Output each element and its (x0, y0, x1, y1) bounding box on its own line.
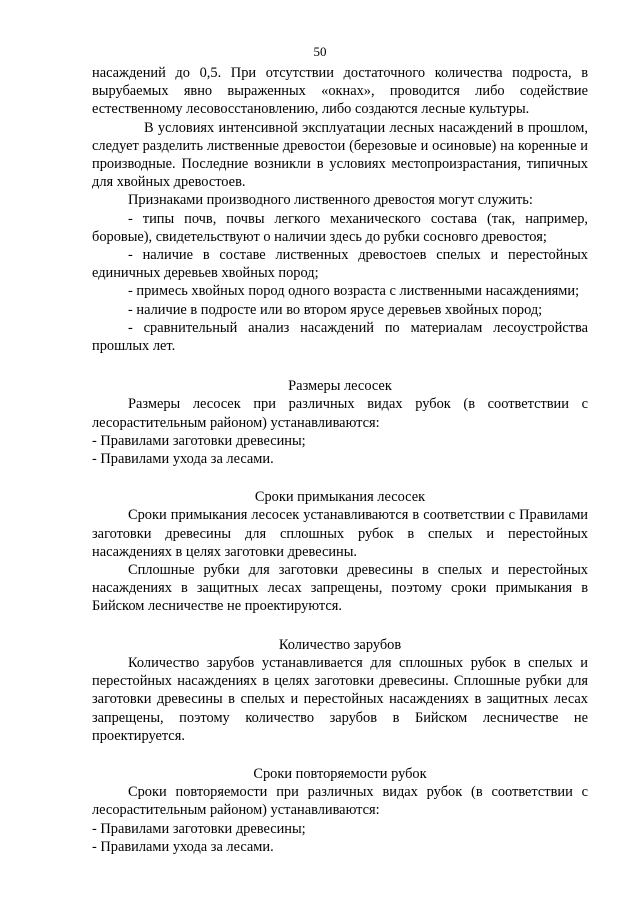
section-paragraph: Сроки повторяемости при различных видах рубок (в соответствии с лесорастительным районом) устанавливаются: (92, 784, 588, 819)
list-item: - наличие в подросте или во втором ярусе деревьев хвойных пород; (128, 301, 543, 318)
page-number: 50 (313, 44, 327, 59)
section-paragraph: Сроки примыкания лесосек устанавливаются в соответствии с Правилами заготовки древесины для сплошных рубок в спелых и перестойных насаждениях в целях заготовки древесины. (92, 507, 588, 560)
list-item: - наличие в составе лиственных древостоев спелых и перестойных единичных деревьев хвойных пород; (92, 247, 588, 282)
list-item: - Правилами заготовки древесины; (92, 432, 306, 449)
intro-paragraph-1: насаждений до 0,5. При отсутствии достаточного количества подроста, в вырубаемых явно выраженных «окнах», проводится либо содействие естественному лесовосстановлению, либо создаются лесные культуры. (92, 65, 588, 118)
section-heading-lesoseki-size: Размеры лесосек (288, 378, 392, 395)
section-paragraph: Сплошные рубки для заготовки древесины в спелых и перестойных насаждениях в защитных лесах запрещены, поэтому сроки примыкания в Бийском лесничестве не проектируются. (92, 562, 588, 615)
intro-paragraph-2: В условиях интенсивной эксплуатации лесных насаждений в прошлом, следует разделить лиственные древостои (березовые и осиновые) на коренные и производные. Последние возникли в условиях местопроизрастания, типичных для хвойных древостоев. (92, 119, 588, 191)
document-body (92, 64, 588, 856)
list-item: - типы почв, почвы легкого механического состава (так, например, боровые), свидетельствуют о наличии здесь до рубки сосновго древостоя; (92, 210, 588, 245)
list-item: - Правилами ухода за лесами. (92, 838, 274, 855)
section-paragraph: Размеры лесосек при различных видах рубок (в соответствии с лесорастительным районом) устанавливаются: (92, 396, 588, 431)
list-item: - сравнительный анализ насаждений по материалам лесоустройства прошлых лет. (92, 319, 588, 355)
section-heading-adjacency-terms: Сроки примыкания лесосек (254, 489, 426, 506)
list-item: - примесь хвойных пород одного возраста с лиственными насаждениями; (128, 283, 580, 300)
list-item: - Правилами ухода за лесами. (92, 451, 274, 468)
intro-paragraph-3: Признаками производного лиственного древостоя могут служить: (128, 192, 533, 209)
list-item: - Правилами заготовки древесины; (92, 820, 306, 837)
section-heading-repeat-terms: Сроки повторяемости рубок (253, 765, 427, 782)
section-paragraph: Количество зарубов устанавливается для сплошных рубок в спелых и перестойных насаждениях в целях заготовки древесины. Сплошные рубки для заготовки древесины в спелых и перестойных насаждениях в защитных лесах запрещены, поэтому количество зарубов в Бийском лесничестве не проектируется. (92, 654, 588, 744)
section-heading-number-of-cuts: Количество зарубов (278, 636, 402, 653)
